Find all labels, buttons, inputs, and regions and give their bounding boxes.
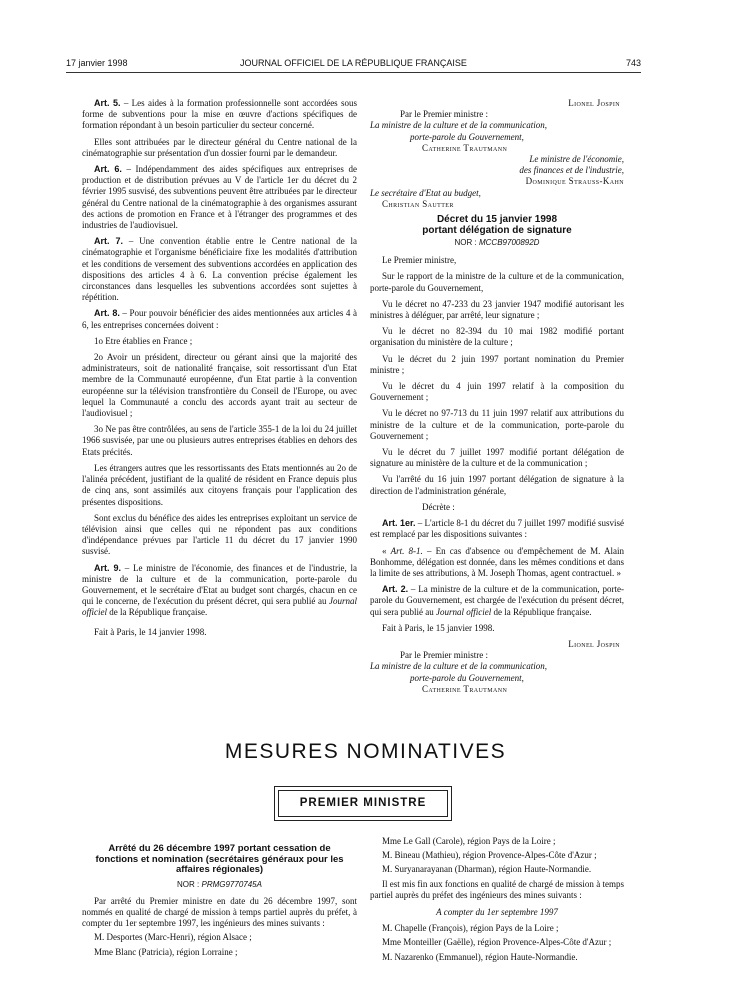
visa-2: Vu le décret no 47-233 du 23 janvier 1947 modifié autorisant les ministres à déléguer, par arrêté, leur signature ; <box>370 298 624 321</box>
arrete-title: Arrêté du 26 décembre 1997 portant cessation de fonctions et nomination (secrétaires généraux pour les affaires régionales) <box>95 843 344 875</box>
arrete-column-right <box>370 836 624 966</box>
signature-trautmann: Catherine Trautmann <box>422 142 508 153</box>
article-8-item-2: 2o Avoir un président, directeur ou gérant ainsi que la majorité des administrateurs, soit de nationalité française, soit ressortissant d'un Etat membre de la Communauté européenne, d'un Etat partie à la convention européenne sur la télévision transfrontière du Conseil de l'Europe, ou avec lequel la Communauté a conclu des accords ayant trait au secteur de l'audiovisuel ; <box>82 352 357 419</box>
par-premier-ministre-2: Par le Premier ministre : <box>400 650 488 661</box>
visa-4: Vu le décret du 2 juin 1997 portant nomination du Premier ministre ; <box>370 353 624 375</box>
list-item: M. Suryanarayanan (Dharman), région Haute-Normandie. <box>382 864 592 875</box>
signature-strauss-kahn: Dominique Strauss-Kahn <box>525 176 624 187</box>
decret-title: Décret du 15 janvier 1998 portant délégation de signature <box>422 214 572 237</box>
ministre-culture-2: La ministre de la culture et de la communication, <box>370 661 548 672</box>
journal-title: JOURNAL OFFICIEL DE LA RÉPUBLIQUE FRANÇAISE <box>240 58 467 68</box>
signature-trautmann-2: Catherine Trautmann <box>422 683 508 694</box>
article-1er: Art. 1er. – L'article 8-1 du décret du 7 juillet 1997 modifié susvisé est remplacé par les dispositions suivantes : <box>370 518 624 540</box>
article-7: Art. 7. – Une convention établie entre le Centre national de la cinématographie et l'organisme bénéficiaire fixe les modalités d'attribution et les conditions de versement des subventions accordées en application des dispositions des articles 4 à 6. La convention précise également les circonstances dans lesquelles les subventions accordées sont sujettes à répétition. <box>82 236 357 303</box>
signature-jospin-2: Lionel Jospin <box>568 638 620 649</box>
visa-8: Vu l'arrêté du 16 juin 1997 portant délégation de signature à la direction de l'administration générale, <box>370 474 624 496</box>
nor-reference: NOR : MCCB9700892D <box>454 238 540 248</box>
left-column <box>82 98 357 643</box>
list-item: Mme Blanc (Patricia), région Lorraine ; <box>94 946 238 957</box>
premier-ministre: Le Premier ministre, <box>382 255 457 266</box>
fin-fonctions-para: Il est mis fin aux fonctions en qualité de chargé de mission à temps partiel auprès du préfet des ingénieurs des mines suivants : <box>370 878 624 900</box>
arrete-nor: NOR : PRMG9770745A <box>177 879 262 889</box>
header-rule <box>66 72 641 73</box>
right-column: Lionel Jospin Par le Premier ministre : La ministre de la culture et de la communication, porte-parole du Gouvernement, Catherine Trautmann Le ministre de l'économie, des finances et de l'industrie, Dominique Strauss-Kahn Le secrétaire d'Etat au budget, Christian Sautter Décret du 15 janvier 1998 portant délégation de signature NOR : MCCB9700892D Le Premier ministre, Sur le rapport de la ministre de la culture et de la communication, porte-parole du Gouvernement, Vu le décret no 47-233 du 23 janvier 1947 modifié autorisant les ministres à déléguer, par arrêté, leur signature ; Vu le décret no 82-394 du 10 mai 1982 modifié portant organisation du ministère de la culture ; Vu le décret du 2 juin 1997 portant nomination du Premier ministre ; Vu le décret du 4 juin 1997 relatif à la composition du Gouvernement ; Vu le décret no 97-713 du 11 juin 1997 relatif aux attributions du ministre de la culture et de la communication, porte-parole du Gouvernement ; Vu le décret du 7 juillet 1997 modifié portant délégation de signature au ministère de la culture et de la communication ; Vu l'arrêté du 16 juin 1997 portant délégation de signature à la direction de l'administration générale, Décrète : Art. 1er. – L'article 8-1 du décret du 7 juillet 1997 modifié susvisé est remplacé par les dispositions suivantes : « Art. 8-1. – En cas d'absence ou d'empêchement de M. Alain Bonhomme, délégation est donnée, dans les mêmes conditions et dans la limite de ses attributions, à M. Joseph Thomas, agent contractuel. » Art. 2. – La ministre de la culture et de la communication, porte-parole du Gouvernement, est chargée de l'exécution du présent décret, qui sera publié au Journal officiel de la République française. Fait à Paris, le 15 janvier 1998. Lionel Jospin Par le Premier ministre : La ministre de la culture et de la communication, porte-parole du Gouvernement, Catherine Trautmann <box>370 98 625 694</box>
visa-3: Vu le décret no 82-394 du 10 mai 1982 modifié portant organisation du ministère de la culture ; <box>370 326 624 348</box>
article-8-para-4: Les étrangers autres que les ressortissants des Etats mentionnés au 2o de l'alinéa précédent, justifiant de la qualité de résident en France depuis plus de cinq ans, sont assimilés aux citoyens français pour l'application des présentes dispositions. <box>82 462 357 507</box>
page-header <box>66 58 641 72</box>
header-date: 17 janvier 1998 <box>66 58 128 68</box>
article-8-item-1: 1o Etre établies en France ; <box>94 335 193 346</box>
par-premier-ministre: Par le Premier ministre : <box>400 109 488 120</box>
fait-a-paris-2: Fait à Paris, le 15 janvier 1998. <box>382 622 495 633</box>
visa-7: Vu le décret du 7 juillet 1997 modifié portant délégation de signature au ministère de la culture et de la communication ; <box>370 447 624 469</box>
section-title: MESURES NOMINATIVES <box>224 740 507 763</box>
article-8-1: « Art. 8-1. – En cas d'absence ou d'empêchement de M. Alain Bonhomme, délégation est donnée, dans les mêmes conditions et dans la limite de ses attributions, à M. Joseph Thomas, agent contractuel. » <box>370 545 625 578</box>
visa-6: Vu le décret no 97-713 du 11 juin 1997 relatif aux attributions du ministre de la culture et de la communication, porte-parole du Gouvernement ; <box>370 408 624 441</box>
signature-sautter: Christian Sautter <box>382 198 454 209</box>
article-8-item-3: 3o Ne pas être contrôlées, au sens de l'article 355-1 de la loi du 24 juillet 1966 susvisée, par une ou plusieurs autres entreprises établies en dehors des Etats précités. <box>82 424 357 457</box>
arrete-para: Par arrêté du Premier ministre en date du 26 décembre 1997, sont nommés en qualité de chargé de mission à temps partiel auprès du préfet, à compter du 1er septembre 1997, les ingénieurs des mines suivants : <box>82 895 357 929</box>
signature-jospin: Lionel Jospin <box>568 98 620 108</box>
article-6: Art. 6. – Indépendamment des aides spécifiques aux entreprises de production et de distribution prévues au V de l'article 1er du décret du 2 février 1995 susvisé, des subventions peuvent être attribuées par le directeur général du Centre national de la cinématographie à des organismes assurant des actions de promotion en France et à l'étranger des programmes et des industries de l'audiovisuel. <box>82 164 357 231</box>
date-effet: A compter du 1er septembre 1997 <box>436 907 558 918</box>
article-8: Art. 8. – Pour pouvoir bénéficier des aides mentionnées aux articles 4 à 6, les entreprises concernées doivent : <box>82 308 357 330</box>
list-item: M. Chapelle (François), région Pays de la Loire ; <box>382 923 559 934</box>
article-8-para-5: Sont exclus du bénéfice des aides les entreprises exploitant un service de télévision ainsi que celles qui ne répondent pas aux conditions d'indépendance prévues par l'article 11 du décret du 17 janvier 1990 susvisé. <box>82 512 357 557</box>
premier-ministre-box: PREMIER MINISTRE <box>278 790 448 817</box>
list-item: M. Bineau (Mathieu), région Provence-Alpes-Côte d'Azur ; <box>382 850 597 861</box>
decrete: Décrète : <box>422 501 455 512</box>
arrete-column <box>82 844 357 961</box>
article-5: Art. 5. – Les aides à la formation professionnelle sont accordées sous forme de subventions pour la mise en œuvre d'actions spécifiques de formation répondant à un besoin particulier du secteur concerné. <box>82 98 357 131</box>
list-item: Mme Le Gall (Carole), région Pays de la Loire ; <box>382 836 556 846</box>
fait-a-paris: Fait à Paris, le 14 janvier 1998. <box>94 626 207 637</box>
list-item: M. Desportes (Marc-Henri), région Alsace ; <box>94 932 252 943</box>
page-number: 743 <box>625 58 641 68</box>
visa-1: Sur le rapport de la ministre de la culture et de la communication, porte-parole du Gouvernement, <box>370 271 624 293</box>
article-5-para: Elles sont attribuées par le directeur général du Centre national de la cinématographie sur présentation d'un dossier fourni par le demandeur. <box>82 136 357 158</box>
secretaire-budget: Le secrétaire d'Etat au budget, <box>370 187 481 198</box>
article-9: Art. 9. – Le ministre de l'économie, des finances et de l'industrie, la ministre de la culture et de la communication, porte-parole du Gouvernement, et le secrétaire d'Etat au budget sont chargés, chacun en ce qui le concerne, de l'exécution du présent décret, qui sera publié au Journal officiel de la République française. <box>82 562 357 618</box>
article-2: Art. 2. – La ministre de la culture et de la communication, porte-parole du Gouvernement, est chargée de l'exécution du présent décret, qui sera publié au Journal officiel de la République française. <box>370 584 624 617</box>
list-item: M. Nazarenko (Emmanuel), région Haute-Normandie. <box>382 951 578 962</box>
list-item: Mme Monteiller (Gaëlle), région Provence-Alpes-Côte d'Azur ; <box>382 937 612 948</box>
ministre-economie: Le ministre de l'économie, <box>529 154 624 165</box>
visa-5: Vu le décret du 4 juin 1997 relatif à la composition du Gouvernement ; <box>370 381 624 403</box>
ministre-culture: La ministre de la culture et de la communication, <box>370 120 548 131</box>
